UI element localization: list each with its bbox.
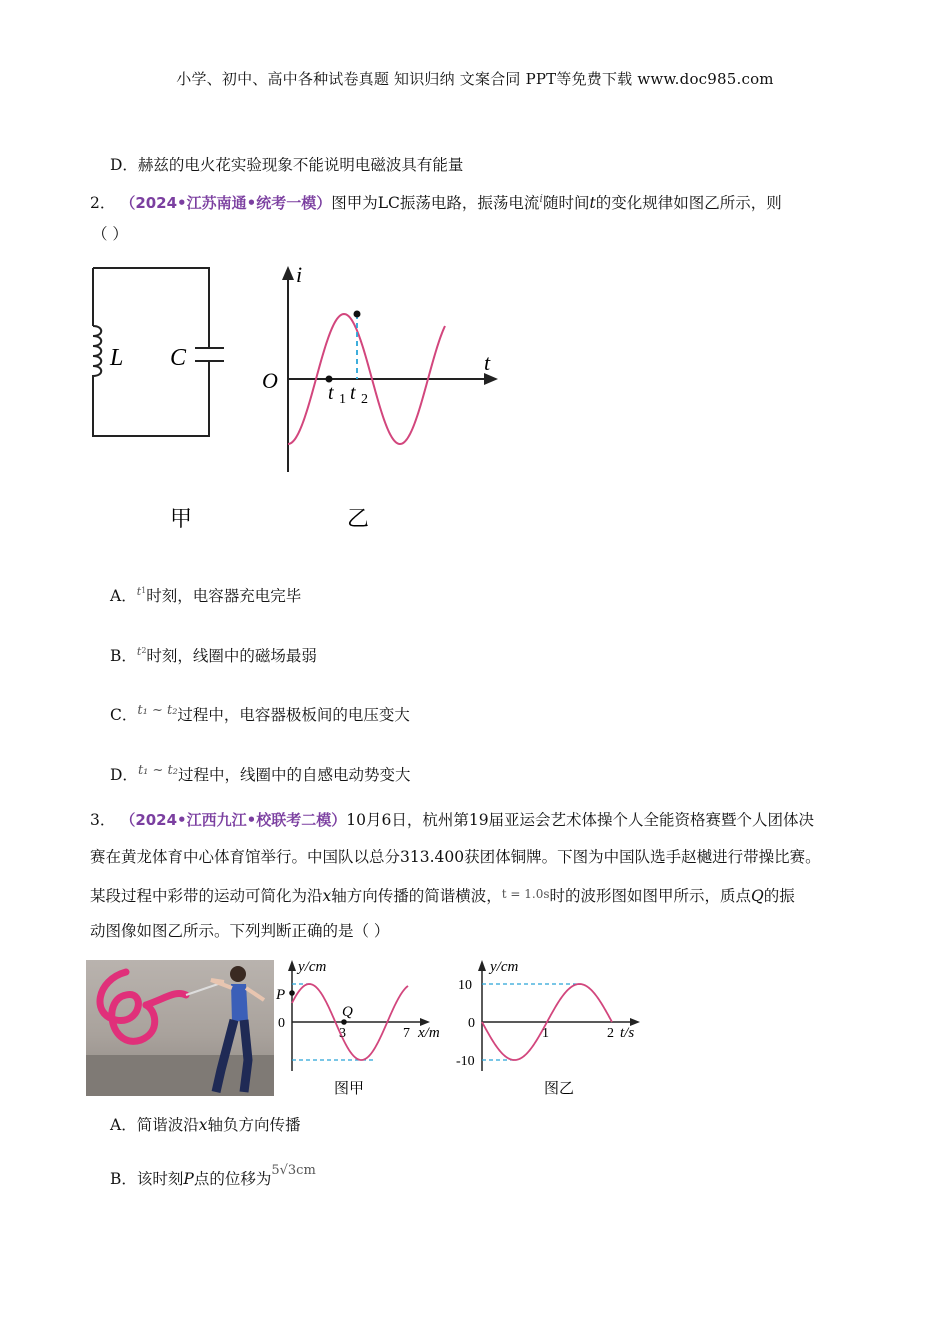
fig3b-y10: 10 bbox=[458, 978, 472, 993]
origin-label: O bbox=[262, 368, 278, 393]
q2-stem-c: 的变化规律如图乙所示，则 bbox=[595, 194, 782, 212]
point-q bbox=[341, 1019, 347, 1025]
wave-figure-a bbox=[274, 955, 452, 1103]
q3-number: 3． bbox=[90, 811, 116, 829]
q3-line3-c: 时的波形图如图甲所示，质点 bbox=[549, 887, 752, 905]
q3-option-b-a: B．该时刻 bbox=[110, 1170, 184, 1188]
q3-option-a-x: x bbox=[198, 1116, 208, 1134]
lc-circuit-figure bbox=[84, 258, 244, 538]
fig3a-p-label: P bbox=[276, 987, 286, 1003]
q2-stem bbox=[90, 188, 782, 214]
option-b-letter: B． bbox=[110, 647, 137, 665]
circuit-wire-top-right bbox=[93, 268, 209, 348]
current-time-graph bbox=[258, 258, 518, 538]
q2-stem-a: 图甲为LC振荡电路，振荡电流 bbox=[331, 194, 540, 212]
t1-label: t bbox=[328, 382, 334, 404]
i-axis-label: i bbox=[296, 262, 303, 287]
q2-sym-i: i bbox=[539, 192, 543, 205]
q3-option-b-b: 点的位移为 bbox=[193, 1170, 272, 1188]
i-axis-arrow bbox=[282, 266, 294, 280]
inductor-label: L bbox=[110, 345, 124, 371]
gymnast-illustration bbox=[86, 960, 274, 1096]
gymnast-arm bbox=[211, 980, 232, 988]
ribbon bbox=[100, 972, 186, 1041]
q3-stem-line2: 赛在黄龙体育中心体育馆举行。中国队以总分313.400获团体铜牌。下图为中国队选手赵樾进行带操比赛。 bbox=[90, 848, 821, 866]
fig3a-x7: 7 bbox=[403, 1026, 410, 1041]
q1-option-d: D．赫兹的电火花实验现象不能说明电磁波具有能量 bbox=[110, 156, 464, 174]
fig3a-caption: 图甲 bbox=[334, 1081, 365, 1097]
option-c-letter: C． bbox=[110, 706, 138, 724]
q3-source-tag: （2024•江西九江•校联考二模） bbox=[120, 811, 347, 829]
fig3a-x-label: x/m bbox=[418, 1025, 440, 1041]
q3-stem-line4: 动图像如图乙所示。下列判断正确的是（ ） bbox=[90, 922, 390, 940]
option-d-letter: D． bbox=[110, 766, 138, 784]
q3-option-a bbox=[110, 1114, 300, 1136]
option-c-math: t₁ ~ t₂ bbox=[137, 703, 178, 718]
fig3b-y-arrow bbox=[478, 960, 486, 971]
gymnast-head bbox=[230, 966, 246, 982]
peak-point bbox=[354, 311, 361, 318]
option-a-math: t bbox=[136, 585, 142, 598]
fig3b-t-label: t/s bbox=[620, 1025, 635, 1041]
t1-subscript: 1 bbox=[339, 392, 346, 407]
q2-stem-b: 随时间 bbox=[542, 194, 590, 212]
q3-option-b-value: 5√3cm bbox=[271, 1163, 316, 1178]
q3-line3-x: x bbox=[322, 887, 332, 905]
fig3a-x3: 3 bbox=[339, 1026, 346, 1041]
t2-label: t bbox=[350, 382, 356, 404]
t-axis-label: t bbox=[484, 350, 491, 375]
option-b-sub: 2 bbox=[141, 646, 147, 655]
t2-subscript: 2 bbox=[361, 392, 368, 407]
q3-option-a-b: 轴负方向传播 bbox=[207, 1116, 301, 1134]
page-header: 小学、初中、高中各种试卷真题 知识归纳 文案合同 PPT等免费下载 www.doc985.com bbox=[176, 70, 774, 88]
q3-line3-q: Q bbox=[751, 887, 764, 905]
fig3a-zero: 0 bbox=[278, 1016, 285, 1031]
fig3b-y-label: y/cm bbox=[490, 959, 519, 975]
q3-option-b-p: P bbox=[183, 1170, 194, 1188]
q3-line1-text: 10月6日，杭州第19届亚运会艺术体操个人全能资格赛暨个人团体决 bbox=[346, 811, 815, 829]
circuit-wire-bottom bbox=[93, 361, 209, 436]
option-c-text: 过程中，电容器极板间的电压变大 bbox=[177, 706, 410, 724]
fig3a-q-label: Q bbox=[342, 1004, 353, 1020]
q2-answer-paren: （ ） bbox=[92, 225, 128, 243]
q3-line3-d: 的振 bbox=[763, 887, 795, 905]
fig3b-ym10: -10 bbox=[456, 1054, 475, 1069]
fig3a-y-label: y/cm bbox=[298, 959, 327, 975]
fig3b-caption: 图乙 bbox=[544, 1081, 575, 1097]
option-d-math: t₁ ~ t₂ bbox=[137, 763, 178, 778]
q2-option-b bbox=[110, 640, 317, 667]
q3-stem-line1 bbox=[90, 809, 814, 831]
option-a-sub: 1 bbox=[141, 586, 147, 595]
fig3b-y0: 0 bbox=[468, 1016, 475, 1031]
inductor-coil bbox=[93, 326, 101, 378]
figure-b-caption: 乙 bbox=[347, 506, 370, 531]
option-b-math: t bbox=[136, 645, 142, 658]
wave-figure-b bbox=[450, 955, 650, 1103]
fig3b-t1: 1 bbox=[542, 1026, 549, 1041]
q3-line3-b: 轴方向传播的简谐横波， bbox=[331, 887, 502, 905]
gymnast-arm-right bbox=[246, 988, 264, 1000]
q2-option-a bbox=[110, 580, 301, 607]
q3-option-b bbox=[110, 1160, 316, 1190]
option-d-text: 过程中，线圈中的自感电动势变大 bbox=[177, 766, 411, 784]
fig3b-t2: 2 bbox=[607, 1026, 614, 1041]
figure-a-caption: 甲 bbox=[170, 506, 193, 531]
option-b-text: 时刻，线圈中的磁场最弱 bbox=[146, 647, 317, 665]
gymnast-photo bbox=[86, 960, 274, 1096]
q3-time-eq: t = 1.0s bbox=[501, 887, 550, 901]
option-a-letter: A． bbox=[110, 587, 137, 605]
point-p bbox=[289, 990, 295, 996]
q2-option-d bbox=[110, 760, 410, 786]
q2-source-tag: （2024•江苏南通•统考一模） bbox=[120, 194, 332, 212]
q2-option-c bbox=[110, 700, 410, 726]
q2-sym-t: t bbox=[589, 194, 596, 212]
q3-stem-line3 bbox=[90, 883, 795, 907]
q3-option-a-a: A．简谐波沿 bbox=[110, 1116, 199, 1134]
capacitor-label: C bbox=[170, 345, 187, 371]
option-a-text: 时刻，电容器充电完毕 bbox=[146, 587, 302, 605]
fig3a-y-arrow bbox=[288, 960, 296, 971]
q2-number: 2． bbox=[90, 194, 116, 212]
q3-line3-a: 某段过程中彩带的运动可简化为沿 bbox=[90, 887, 323, 905]
